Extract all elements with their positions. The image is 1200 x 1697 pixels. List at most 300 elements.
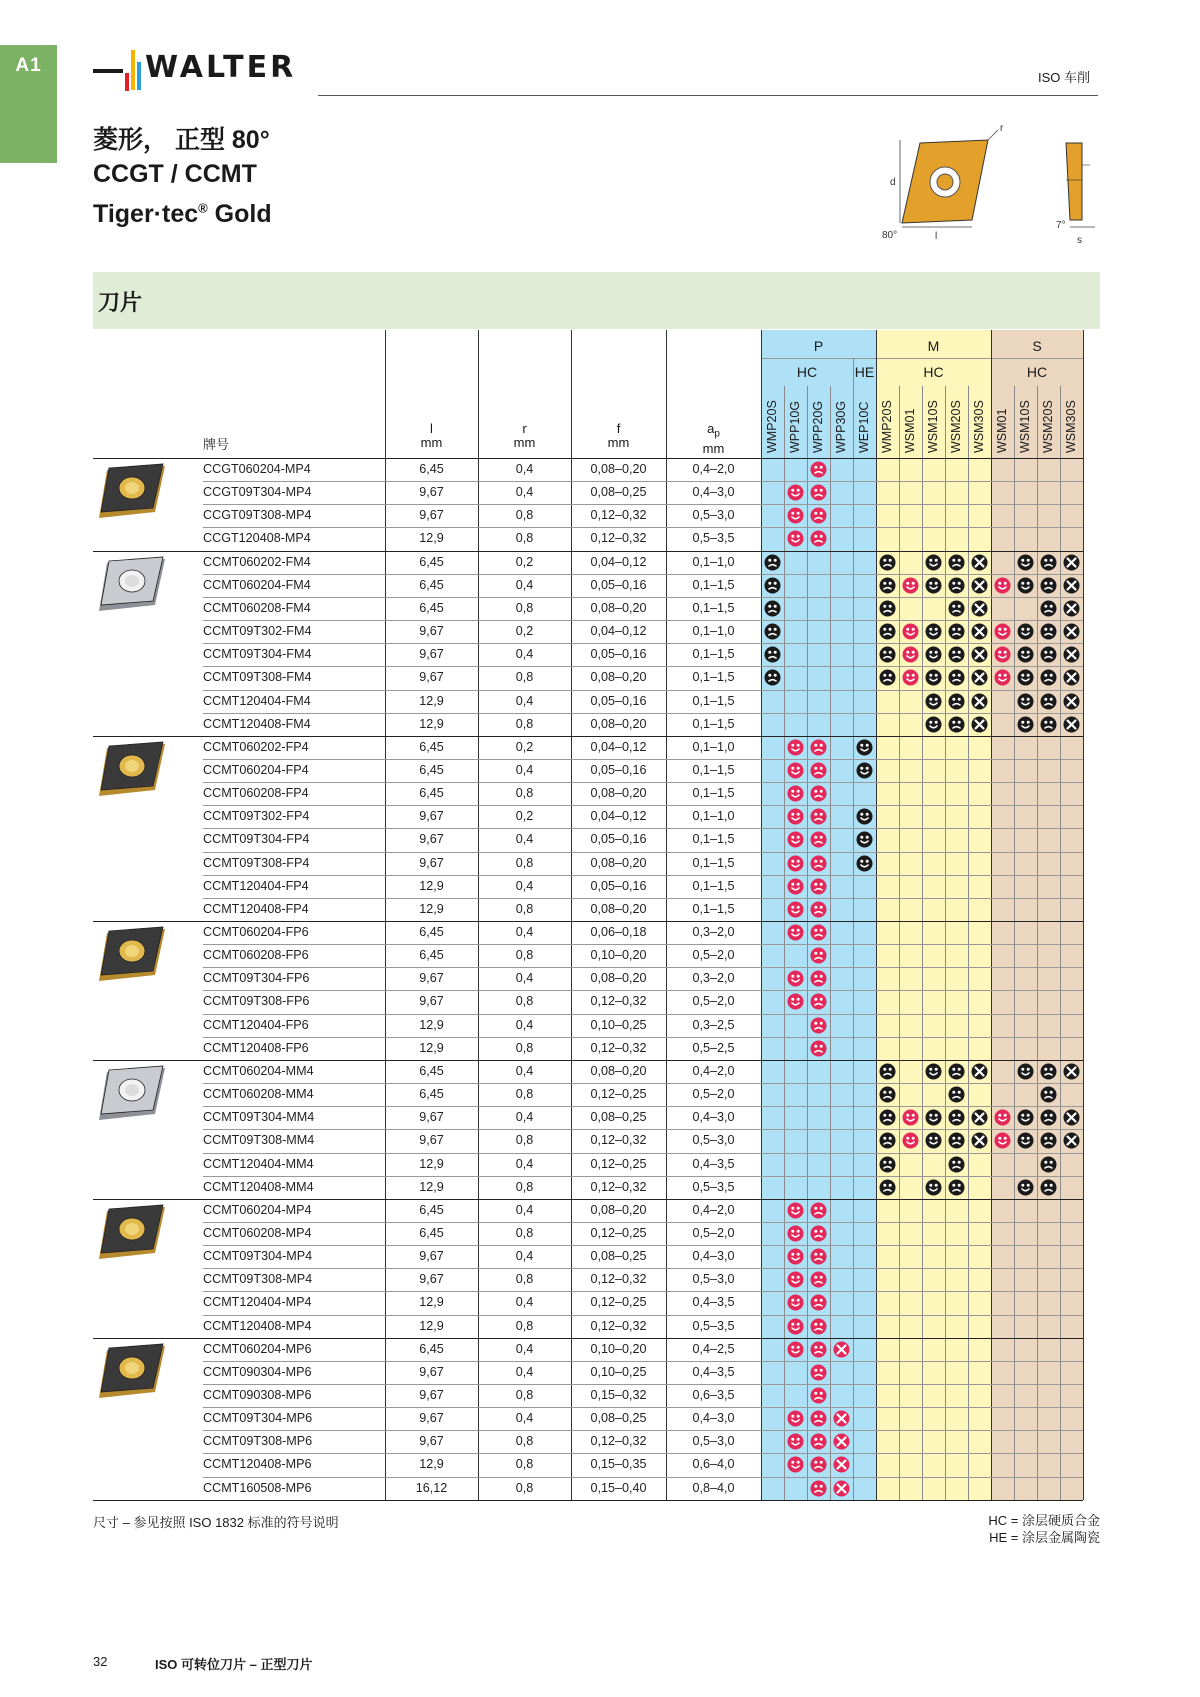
recommended-black-icon: [1017, 577, 1034, 594]
cell-ap: 0,1–1,0: [692, 554, 735, 569]
recommended-black-icon: [1017, 554, 1034, 571]
insert-code: CCMT120408-FM4: [203, 716, 311, 731]
cell-r: 0,8: [515, 1225, 534, 1240]
insert-code: CCMT060204-FP6: [203, 925, 309, 939]
insert-code: CCGT09T308-MP4: [203, 508, 312, 523]
cell-f: 0,12–0,25: [590, 1225, 647, 1240]
header-f-unit: mm: [607, 435, 630, 450]
cell-f: 0,12–0,32: [590, 994, 647, 1009]
cell-ap: 0,1–1,5: [692, 600, 735, 615]
grade-divider: [784, 386, 785, 1500]
cell-f: 0,08–0,20: [590, 855, 647, 870]
suitable-red-icon: [810, 762, 827, 779]
cell-f: 0,05–0,16: [590, 832, 647, 847]
recommended-red-icon: [994, 1109, 1011, 1126]
insert-code: CCMT060208-FP6: [203, 948, 309, 963]
grade-divider: [1083, 330, 1084, 1500]
section-label: ISO 车削: [1037, 70, 1090, 85]
recommended-black-icon: [856, 739, 873, 756]
cell-l: 6,45: [419, 462, 444, 476]
cell-ap: 0,4–3,0: [692, 1110, 735, 1125]
recommended-red-icon: [787, 924, 804, 941]
cell-f: 0,12–0,32: [590, 1040, 647, 1055]
cell-r: 0,4: [515, 1063, 534, 1078]
cell-f: 0,08–0,25: [590, 1110, 647, 1125]
insert-code: CCMT09T308-FP4: [203, 855, 310, 870]
cell-f: 0,12–0,32: [590, 531, 647, 546]
grade-divider: [830, 386, 831, 1500]
recommended-red-icon: [902, 646, 919, 663]
section-title: 刀片: [98, 290, 143, 315]
cell-ap: 0,1–1,5: [692, 832, 735, 847]
cell-l: 9,67: [419, 1364, 444, 1379]
suitable-black-icon: [879, 1109, 896, 1126]
recommended-red-icon: [787, 1433, 804, 1450]
limited-black-icon: [971, 623, 988, 640]
limited-red-icon: [833, 1410, 850, 1427]
grade-label: WMP20S: [765, 400, 779, 453]
grade-divider: [1060, 386, 1061, 1500]
grade-label: WPP30G: [834, 400, 848, 453]
recommended-black-icon: [1017, 716, 1034, 733]
insert-photo-icon: [95, 740, 167, 802]
grade-label: WEP10C: [857, 401, 871, 453]
insert-code: CCMT09T304-FP4: [203, 832, 310, 847]
cell-ap: 0,4–3,0: [692, 1249, 735, 1264]
recommended-red-icon: [902, 669, 919, 686]
insert-code: CCMT09T308-FP6: [203, 994, 310, 1009]
cell-l: 9,67: [419, 1249, 444, 1264]
cell-f: 0,08–0,20: [590, 1063, 647, 1078]
cell-l: 12,9: [419, 878, 444, 893]
cell-ap: 0,1–1,5: [692, 901, 735, 916]
cell-f: 0,05–0,16: [590, 878, 647, 893]
suitable-black-icon: [1040, 693, 1057, 710]
cell-f: 0,10–0,25: [590, 1364, 647, 1379]
cell-r: 0,4: [515, 1017, 534, 1032]
insert-code: CCMT120408-MP6: [203, 1457, 312, 1472]
recommended-red-icon: [787, 993, 804, 1010]
cell-r: 0,4: [515, 647, 534, 662]
suitable-black-icon: [764, 623, 781, 640]
cell-l: 6,45: [419, 554, 444, 569]
row-divider: [93, 1500, 1083, 1501]
cell-f: 0,10–0,20: [590, 948, 647, 963]
suitable-red-icon: [810, 855, 827, 872]
recommended-black-icon: [925, 646, 942, 663]
grade-label: WPP10G: [788, 400, 802, 453]
suitable-red-icon: [810, 1433, 827, 1450]
cell-f: 0,12–0,32: [590, 1179, 647, 1194]
cell-l: 6,45: [419, 739, 444, 754]
suitable-red-icon: [810, 924, 827, 941]
suitable-black-icon: [1040, 1156, 1057, 1173]
cell-r: 0,8: [515, 1480, 534, 1495]
cell-ap: 0,4–2,0: [692, 1063, 735, 1078]
insert-code: CCMT060204-MP4: [203, 1202, 312, 1217]
cell-ap: 0,8–4,0: [692, 1480, 735, 1495]
suitable-black-icon: [1040, 600, 1057, 617]
suitable-black-icon: [1040, 646, 1057, 663]
recommended-red-icon: [787, 530, 804, 547]
limited-black-icon: [971, 1063, 988, 1080]
cell-l: 9,67: [419, 1110, 444, 1125]
recommended-red-icon: [787, 855, 804, 872]
cell-r: 0,4: [515, 485, 534, 500]
cell-l: 12,9: [419, 1040, 444, 1055]
cell-l: 16,12: [415, 1480, 448, 1495]
cell-ap: 0,5–2,0: [692, 994, 735, 1009]
cell-ap: 0,1–1,0: [692, 809, 735, 824]
recommended-black-icon: [925, 623, 942, 640]
cell-r: 0,4: [515, 1202, 534, 1217]
limited-red-icon: [833, 1433, 850, 1450]
suitable-black-icon: [879, 669, 896, 686]
cell-f: 0,08–0,20: [590, 971, 647, 986]
header-ap-main: a: [707, 421, 715, 436]
suitable-black-icon: [879, 1086, 896, 1103]
recommended-red-icon: [994, 646, 1011, 663]
insert-code: CCMT09T308-MP4: [203, 1272, 313, 1287]
recommended-black-icon: [1017, 1109, 1034, 1126]
suitable-red-icon: [810, 1364, 827, 1381]
cell-ap: 0,4–3,5: [692, 1156, 735, 1171]
suitable-black-icon: [879, 554, 896, 571]
group-label-p: P: [813, 338, 824, 354]
insert-code: CCMT09T304-MP6: [203, 1411, 313, 1426]
suitable-red-icon: [810, 507, 827, 524]
cell-f: 0,12–0,32: [590, 1272, 647, 1287]
title-brand: [93, 200, 272, 229]
recommended-red-icon: [994, 577, 1011, 594]
cell-ap: 0,4–3,5: [692, 1364, 735, 1379]
limited-black-icon: [971, 577, 988, 594]
grade-label: WSM01: [903, 408, 917, 453]
recommended-black-icon: [1017, 669, 1034, 686]
cell-l: 9,67: [419, 1434, 444, 1449]
group-divider: [761, 358, 1083, 359]
suitable-black-icon: [948, 1179, 965, 1196]
title-types: CCGT / CCMT: [93, 160, 257, 188]
suitable-black-icon: [1040, 1132, 1057, 1149]
limited-black-icon: [1063, 693, 1080, 710]
suitable-black-icon: [948, 716, 965, 733]
insert-photo-icon: [95, 1342, 167, 1404]
suitable-red-icon: [810, 1318, 827, 1335]
cell-ap: 0,5–3,0: [692, 1272, 735, 1287]
cell-l: 6,45: [419, 600, 444, 615]
cell-ap: 0,3–2,0: [692, 971, 735, 986]
cell-f: 0,12–0,32: [590, 1318, 647, 1333]
recommended-black-icon: [1017, 623, 1034, 640]
recommended-red-icon: [787, 484, 804, 501]
recommended-red-icon: [787, 1294, 804, 1311]
recommended-red-icon: [787, 970, 804, 987]
recommended-red-icon: [787, 831, 804, 848]
insert-code: CCGT09T304-MP4: [203, 485, 312, 500]
chapter-tab: A1: [0, 45, 57, 163]
cell-ap: 0,1–1,5: [692, 855, 735, 870]
cell-f: 0,08–0,20: [590, 670, 647, 685]
limited-black-icon: [971, 600, 988, 617]
cell-r: 0,8: [515, 1318, 534, 1333]
suitable-black-icon: [879, 600, 896, 617]
suitable-black-icon: [948, 1109, 965, 1126]
cell-l: 12,9: [419, 716, 444, 731]
recommended-red-icon: [902, 1132, 919, 1149]
grade-label: WMP20S: [880, 400, 894, 453]
suitable-red-icon: [810, 1271, 827, 1288]
insert-code: CCMT09T304-MM4: [203, 1110, 315, 1125]
cell-r: 0,4: [515, 1110, 534, 1125]
suitable-red-icon: [810, 484, 827, 501]
title-brand-name: Tiger·tec: [93, 200, 199, 228]
grade-label: WSM30S: [972, 400, 986, 453]
cell-r: 0,8: [515, 994, 534, 1009]
cell-r: 0,8: [515, 670, 534, 685]
cell-r: 0,4: [515, 1411, 534, 1426]
coating-legend: [988, 1512, 1100, 1546]
subgroup-label: HC: [923, 364, 944, 380]
cell-l: 6,45: [419, 948, 444, 963]
limited-black-icon: [971, 554, 988, 571]
grade-divider: [876, 330, 877, 1500]
recommended-black-icon: [1017, 693, 1034, 710]
cell-l: 9,67: [419, 832, 444, 847]
cell-ap: 0,3–2,0: [692, 925, 735, 939]
diagram-clearance: 7°: [1056, 220, 1066, 231]
insert-code: CCMT120404-FP4: [203, 878, 309, 893]
cell-f: 0,12–0,25: [590, 1087, 647, 1102]
cell-ap: 0,5–3,5: [692, 531, 735, 546]
cell-ap: 0,4–3,0: [692, 1411, 735, 1426]
suitable-black-icon: [879, 1179, 896, 1196]
cell-r: 0,4: [515, 762, 534, 777]
header-ap-symbol: [666, 422, 761, 442]
insert-code: CCMT060202-FM4: [203, 554, 311, 569]
suitable-red-icon: [810, 1294, 827, 1311]
cell-r: 0,4: [515, 462, 534, 476]
recommended-black-icon: [856, 762, 873, 779]
cell-l: 9,67: [419, 1411, 444, 1426]
cell-r: 0,2: [515, 554, 534, 569]
grade-divider: [853, 358, 854, 1500]
limited-black-icon: [971, 716, 988, 733]
cell-r: 0,8: [515, 716, 534, 731]
suitable-black-icon: [764, 646, 781, 663]
cell-f: 0,15–0,32: [590, 1388, 647, 1402]
cell-f: 0,12–0,32: [590, 1434, 647, 1449]
logo-mark: [93, 42, 153, 98]
cell-l: 6,45: [419, 1202, 444, 1217]
cell-ap: 0,1–1,5: [692, 716, 735, 731]
cell-l: 9,67: [419, 624, 444, 639]
recommended-red-icon: [787, 785, 804, 802]
cell-l: 12,9: [419, 1457, 444, 1472]
header-ap-sub: p: [714, 428, 720, 440]
limited-black-icon: [1063, 600, 1080, 617]
suitable-red-icon: [810, 1017, 827, 1034]
suitable-red-icon: [810, 1248, 827, 1265]
recommended-black-icon: [925, 716, 942, 733]
recommended-red-icon: [994, 623, 1011, 640]
header-r-symbol: r: [522, 421, 527, 436]
limited-red-icon: [833, 1456, 850, 1473]
legend-hc: HC = 涂层硬质合金: [988, 1513, 1100, 1528]
cell-r: 0,8: [515, 1087, 534, 1102]
limited-black-icon: [971, 1132, 988, 1149]
suitable-black-icon: [1040, 1179, 1057, 1196]
cell-ap: 0,1–1,0: [692, 739, 735, 754]
cell-ap: 0,5–3,5: [692, 1318, 735, 1333]
cell-l: 6,45: [419, 1341, 444, 1356]
recommended-red-icon: [994, 1132, 1011, 1149]
diagram-s: s: [1077, 235, 1082, 246]
insert-code: CCGT120408-MP4: [203, 531, 311, 546]
diagram-d: d: [890, 177, 896, 188]
cell-l: 9,67: [419, 670, 444, 685]
cell-r: 0,4: [515, 878, 534, 893]
cell-ap: 0,1–1,5: [692, 693, 735, 708]
recommended-black-icon: [1017, 646, 1034, 663]
group-label-m: M: [927, 338, 940, 354]
limited-red-icon: [833, 1480, 850, 1497]
recommended-red-icon: [902, 1109, 919, 1126]
recommended-red-icon: [787, 1456, 804, 1473]
cell-r: 0,8: [515, 1388, 534, 1402]
suitable-red-icon: [810, 1480, 827, 1497]
recommended-red-icon: [994, 669, 1011, 686]
cell-r: 0,2: [515, 624, 534, 639]
grade-label: WSM10S: [926, 400, 940, 453]
insert-code: CCMT09T304-FM4: [203, 647, 312, 662]
insert-code: CCMT120404-MM4: [203, 1156, 314, 1171]
cell-f: 0,08–0,25: [590, 1411, 647, 1426]
suitable-black-icon: [1040, 577, 1057, 594]
limited-black-icon: [971, 646, 988, 663]
cell-r: 0,8: [515, 1133, 534, 1148]
cell-f: 0,08–0,20: [590, 786, 647, 801]
cell-l: 6,45: [419, 1225, 444, 1240]
group-bg-m: [876, 330, 991, 1500]
cell-r: 0,8: [515, 1457, 534, 1472]
insert-code: CCMT060204-FM4: [203, 577, 311, 592]
cell-ap: 0,1–1,5: [692, 577, 735, 592]
suitable-black-icon: [1040, 623, 1057, 640]
suitable-red-icon: [810, 1202, 827, 1219]
cell-l: 9,67: [419, 485, 444, 500]
cell-f: 0,05–0,16: [590, 647, 647, 662]
suitable-black-icon: [948, 669, 965, 686]
insert-photo-icon: [95, 925, 167, 987]
recommended-black-icon: [925, 554, 942, 571]
recommended-black-icon: [925, 693, 942, 710]
suitable-red-icon: [810, 993, 827, 1010]
suitable-red-icon: [810, 530, 827, 547]
suitable-black-icon: [879, 646, 896, 663]
suitable-red-icon: [810, 1456, 827, 1473]
subgroup-label: HE: [854, 364, 875, 380]
cell-f: 0,08–0,20: [590, 716, 647, 731]
cell-r: 0,4: [515, 1249, 534, 1264]
insert-code: CCMT060202-FP4: [203, 739, 309, 754]
cell-r: 0,2: [515, 739, 534, 754]
insert-table: [93, 330, 1100, 1505]
limited-black-icon: [1063, 1063, 1080, 1080]
insert-code: CCMT09T302-FP4: [203, 809, 310, 824]
recommended-black-icon: [925, 1132, 942, 1149]
suitable-black-icon: [1040, 1109, 1057, 1126]
suitable-red-icon: [810, 947, 827, 964]
suitable-red-icon: [810, 1341, 827, 1358]
recommended-red-icon: [787, 901, 804, 918]
title-brand-suffix: Gold: [207, 200, 272, 228]
cell-ap: 0,4–3,5: [692, 1295, 735, 1310]
cell-r: 0,4: [515, 693, 534, 708]
insert-code: CCMT060208-FM4: [203, 600, 311, 615]
legend-he: HE = 涂层金属陶瓷: [989, 1530, 1100, 1545]
insert-code: CCMT120404-FM4: [203, 693, 311, 708]
insert-dimension-diagram: [870, 125, 1105, 250]
grade-label: WSM30S: [1064, 400, 1078, 453]
recommended-red-icon: [902, 623, 919, 640]
cell-r: 0,8: [515, 600, 534, 615]
cell-r: 0,8: [515, 855, 534, 870]
cell-l: 9,67: [419, 994, 444, 1009]
footer-title: ISO 可转位刀片 – 正型刀片: [155, 1657, 313, 1672]
cell-l: 6,45: [419, 762, 444, 777]
header-ap-unit: mm: [702, 440, 725, 456]
recommended-black-icon: [925, 1063, 942, 1080]
recommended-red-icon: [787, 1202, 804, 1219]
header-f-symbol: f: [616, 421, 621, 436]
grade-divider: [1037, 386, 1038, 1500]
cell-ap: 0,1–1,5: [692, 762, 735, 777]
insert-photo-icon: [95, 462, 167, 524]
section-band: [93, 272, 1100, 329]
grade-label: WPP20G: [811, 400, 825, 453]
cell-ap: 0,6–3,5: [692, 1388, 735, 1402]
limited-black-icon: [1063, 623, 1080, 640]
header-l: [385, 422, 478, 450]
cell-f: 0,05–0,16: [590, 577, 647, 592]
walter-logo: [93, 42, 298, 98]
insert-code: CCMT060208-MM4: [203, 1087, 314, 1102]
limited-black-icon: [971, 669, 988, 686]
insert-code: CCMT060204-MP6: [203, 1341, 312, 1356]
cell-ap: 0,5–2,0: [692, 948, 735, 963]
cell-l: 12,9: [419, 1179, 444, 1194]
grade-divider: [945, 386, 946, 1500]
suitable-black-icon: [1040, 1063, 1057, 1080]
header-l-unit: mm: [420, 435, 443, 450]
cell-f: 0,12–0,32: [590, 508, 647, 523]
insert-code: CCMT120404-MP4: [203, 1295, 312, 1310]
suitable-red-icon: [810, 739, 827, 756]
limited-black-icon: [1063, 1132, 1080, 1149]
cell-f: 0,12–0,25: [590, 1156, 647, 1171]
recommended-red-icon: [787, 1271, 804, 1288]
cell-ap: 0,5–3,0: [692, 508, 735, 523]
limited-red-icon: [833, 1341, 850, 1358]
cell-f: 0,04–0,12: [590, 624, 647, 639]
header-rule: [318, 95, 1098, 96]
cell-l: 6,45: [419, 1087, 444, 1102]
cell-r: 0,8: [515, 508, 534, 523]
cell-f: 0,04–0,12: [590, 809, 647, 824]
cell-r: 0,8: [515, 786, 534, 801]
insert-code: CCMT060208-MP4: [203, 1225, 312, 1240]
